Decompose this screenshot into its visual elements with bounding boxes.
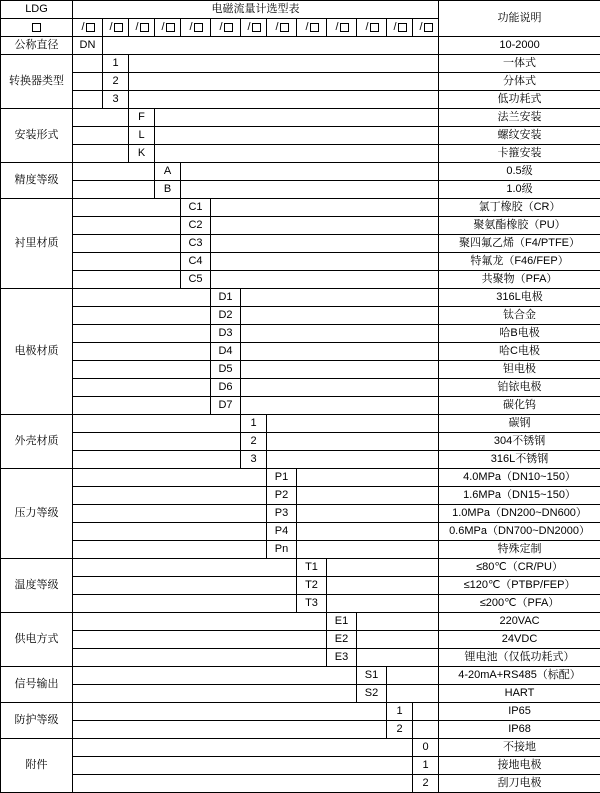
spacer-cell xyxy=(297,505,439,523)
spacer-cell xyxy=(155,109,439,127)
spec-label: 信号输出 xyxy=(1,667,73,703)
spec-description: 特殊定制 xyxy=(439,541,600,559)
spec-description: 接地电极 xyxy=(439,757,600,775)
code-cell: / xyxy=(267,19,297,37)
spacer-cell xyxy=(211,235,439,253)
spec-code: B xyxy=(155,181,181,199)
table-row xyxy=(1,523,600,541)
spec-label: 衬里材质 xyxy=(1,199,73,289)
spec-label: 防护等级 xyxy=(1,703,73,739)
code-cell xyxy=(1,19,73,37)
spec-code: D7 xyxy=(211,397,241,415)
table-row xyxy=(1,325,600,343)
spec-code: L xyxy=(129,127,155,145)
table-row xyxy=(1,775,600,793)
spec-description: 304不锈钢 xyxy=(439,433,600,451)
spec-code: 3 xyxy=(103,91,129,109)
spec-code: D6 xyxy=(211,379,241,397)
table-row xyxy=(1,127,600,145)
table-row xyxy=(1,721,600,739)
spacer-cell xyxy=(73,451,241,469)
spacer-cell xyxy=(73,613,327,631)
header-row xyxy=(1,1,600,19)
table-row xyxy=(1,199,600,217)
spec-description: IP65 xyxy=(439,703,600,721)
table-row xyxy=(1,703,600,721)
spacer-cell xyxy=(387,685,439,703)
code-cell: / xyxy=(297,19,327,37)
spacer-cell xyxy=(327,559,439,577)
spacer-cell xyxy=(267,433,439,451)
spacer-cell xyxy=(327,577,439,595)
spec-code: 2 xyxy=(413,775,439,793)
code-cell: / xyxy=(155,19,181,37)
spacer-cell xyxy=(73,721,387,739)
spacer-cell xyxy=(73,325,211,343)
spacer-cell xyxy=(73,307,211,325)
spec-description: 316L电极 xyxy=(439,289,600,307)
spacer-cell xyxy=(73,253,181,271)
spacer-cell xyxy=(73,271,181,289)
table-row xyxy=(1,685,600,703)
spec-code: 1 xyxy=(387,703,413,721)
spec-label: 附件 xyxy=(1,739,73,793)
table-row xyxy=(1,289,600,307)
spec-code: 0 xyxy=(413,739,439,757)
table-row xyxy=(1,487,600,505)
spec-description: 24VDC xyxy=(439,631,600,649)
spec-code: 2 xyxy=(241,433,267,451)
spacer-cell xyxy=(129,91,439,109)
spec-description: 不接地 xyxy=(439,739,600,757)
spec-code: F xyxy=(129,109,155,127)
spacer-cell xyxy=(357,649,439,667)
table-row xyxy=(1,73,600,91)
spacer-cell xyxy=(73,361,211,379)
table-row xyxy=(1,451,600,469)
spec-code: C2 xyxy=(181,217,211,235)
spec-description: 10-2000 xyxy=(439,37,600,55)
spec-label: 精度等级 xyxy=(1,163,73,199)
spacer-cell xyxy=(181,163,439,181)
spec-code: T2 xyxy=(297,577,327,595)
spec-description: 0.6MPa（DN700~DN2000） xyxy=(439,523,600,541)
spec-description: 碳钢 xyxy=(439,415,600,433)
spacer-cell xyxy=(73,55,103,73)
description-header: 功能说明 xyxy=(439,1,600,37)
table-row xyxy=(1,415,600,433)
spec-code: D5 xyxy=(211,361,241,379)
spec-code: P4 xyxy=(267,523,297,541)
spacer-cell xyxy=(241,343,439,361)
spacer-cell xyxy=(73,505,267,523)
spacer-cell xyxy=(73,235,181,253)
spec-description: 316L不锈钢 xyxy=(439,451,600,469)
spacer-cell xyxy=(73,631,327,649)
code-cell: / xyxy=(129,19,155,37)
spacer-cell xyxy=(241,325,439,343)
selection-table-body xyxy=(1,1,600,793)
spacer-cell xyxy=(211,253,439,271)
spacer-cell xyxy=(267,451,439,469)
spec-code: 3 xyxy=(241,451,267,469)
table-row xyxy=(1,739,600,757)
table-row xyxy=(1,271,600,289)
spec-code: D2 xyxy=(211,307,241,325)
spec-description: ≤200℃（PFA） xyxy=(439,595,600,613)
table-row xyxy=(1,181,600,199)
spec-code: P1 xyxy=(267,469,297,487)
spec-description: IP68 xyxy=(439,721,600,739)
spec-description: 哈C电极 xyxy=(439,343,600,361)
spacer-cell xyxy=(73,649,327,667)
spec-description: 分体式 xyxy=(439,73,600,91)
table-row xyxy=(1,577,600,595)
spec-label: 温度等级 xyxy=(1,559,73,613)
spacer-cell xyxy=(73,685,357,703)
code-cell: / xyxy=(357,19,387,37)
table-row xyxy=(1,469,600,487)
table-row xyxy=(1,55,600,73)
spacer-cell xyxy=(73,523,267,541)
spec-code: C5 xyxy=(181,271,211,289)
table-row xyxy=(1,541,600,559)
spec-code: S1 xyxy=(357,667,387,685)
table-row xyxy=(1,433,600,451)
spec-description: HART xyxy=(439,685,600,703)
spec-label: 公称直径 xyxy=(1,37,73,55)
spacer-cell xyxy=(73,757,413,775)
table-row xyxy=(1,667,600,685)
spacer-cell xyxy=(297,487,439,505)
spacer-cell xyxy=(211,199,439,217)
spec-description: 碳化钨 xyxy=(439,397,600,415)
spec-description: 4.0MPa（DN10~150） xyxy=(439,469,600,487)
spec-code: P3 xyxy=(267,505,297,523)
table-row xyxy=(1,379,600,397)
table-row xyxy=(1,757,600,775)
spec-code: C1 xyxy=(181,199,211,217)
spec-description: 铂铱电极 xyxy=(439,379,600,397)
code-cell: / xyxy=(327,19,357,37)
table-row xyxy=(1,559,600,577)
spec-description: 特氟龙（F46/FEP） xyxy=(439,253,600,271)
spacer-cell xyxy=(73,577,297,595)
spacer-cell xyxy=(73,127,129,145)
spacer-cell xyxy=(241,289,439,307)
spacer-cell xyxy=(387,667,439,685)
spec-code: 2 xyxy=(103,73,129,91)
table-row xyxy=(1,235,600,253)
spec-code: 1 xyxy=(413,757,439,775)
spacer-cell xyxy=(73,739,413,757)
spacer-cell xyxy=(73,775,413,793)
code-cell: / xyxy=(103,19,129,37)
spacer-cell xyxy=(297,523,439,541)
spacer-cell xyxy=(241,361,439,379)
spacer-cell xyxy=(297,469,439,487)
table-row xyxy=(1,397,600,415)
spacer-cell xyxy=(73,415,241,433)
spec-code: DN xyxy=(73,37,103,55)
spacer-cell xyxy=(267,415,439,433)
code-cell: / xyxy=(181,19,211,37)
model-prefix: LDG xyxy=(1,1,73,19)
spec-code: E1 xyxy=(327,613,357,631)
table-row xyxy=(1,505,600,523)
spacer-cell xyxy=(73,541,267,559)
spec-description: 钽电极 xyxy=(439,361,600,379)
spec-code: D1 xyxy=(211,289,241,307)
spec-description: 氯丁橡胶（CR） xyxy=(439,199,600,217)
table-row xyxy=(1,145,600,163)
code-cell: / xyxy=(241,19,267,37)
spec-description: 220VAC xyxy=(439,613,600,631)
spec-code: Pn xyxy=(267,541,297,559)
spacer-cell xyxy=(73,181,155,199)
spacer-cell xyxy=(73,217,181,235)
spec-description: 聚四氟乙烯（F4/PTFE） xyxy=(439,235,600,253)
spec-description: 一体式 xyxy=(439,55,600,73)
table-title: 电磁流量计选型表 xyxy=(73,1,439,19)
spec-code: 2 xyxy=(387,721,413,739)
spec-description: 螺纹安装 xyxy=(439,127,600,145)
spacer-cell xyxy=(155,127,439,145)
table-row xyxy=(1,613,600,631)
spec-description: 1.6MPa（DN15~150） xyxy=(439,487,600,505)
table-row xyxy=(1,307,600,325)
spec-label: 压力等级 xyxy=(1,469,73,559)
table-row xyxy=(1,109,600,127)
table-row xyxy=(1,37,600,55)
table-row xyxy=(1,253,600,271)
spacer-cell xyxy=(73,667,357,685)
spacer-cell xyxy=(73,289,211,307)
spec-label: 供电方式 xyxy=(1,613,73,667)
spec-description: 卡箍安装 xyxy=(439,145,600,163)
table-row xyxy=(1,163,600,181)
spacer-cell xyxy=(357,613,439,631)
code-cell: / xyxy=(413,19,439,37)
spacer-cell xyxy=(73,487,267,505)
spec-description: ≤120℃（PTBP/FEP） xyxy=(439,577,600,595)
spec-code: S2 xyxy=(357,685,387,703)
spec-code: C4 xyxy=(181,253,211,271)
spacer-cell xyxy=(73,73,103,91)
spec-code: D3 xyxy=(211,325,241,343)
spec-label: 转换器类型 xyxy=(1,55,73,109)
table-row xyxy=(1,217,600,235)
spec-description: 钛合金 xyxy=(439,307,600,325)
spec-code: T1 xyxy=(297,559,327,577)
spacer-cell xyxy=(129,55,439,73)
code-cell: / xyxy=(387,19,413,37)
spec-label: 安装形式 xyxy=(1,109,73,163)
spec-code: 1 xyxy=(103,55,129,73)
spacer-cell xyxy=(73,91,103,109)
spec-description: 刮刀电极 xyxy=(439,775,600,793)
spacer-cell xyxy=(73,145,129,163)
spacer-cell xyxy=(181,181,439,199)
spec-code: P2 xyxy=(267,487,297,505)
spec-label: 外壳材质 xyxy=(1,415,73,469)
spacer-cell xyxy=(73,433,241,451)
table-row xyxy=(1,649,600,667)
spec-description: 共聚物（PFA） xyxy=(439,271,600,289)
spacer-cell xyxy=(211,217,439,235)
spacer-cell xyxy=(73,343,211,361)
spec-description: 法兰安装 xyxy=(439,109,600,127)
spec-code: A xyxy=(155,163,181,181)
spacer-cell xyxy=(73,163,155,181)
spec-description: ≤80℃（CR/PU） xyxy=(439,559,600,577)
spec-code: E3 xyxy=(327,649,357,667)
spacer-cell xyxy=(73,199,181,217)
spacer-cell xyxy=(297,541,439,559)
spacer-cell xyxy=(129,73,439,91)
spacer-cell xyxy=(73,109,129,127)
code-cell: / xyxy=(73,19,103,37)
table-row xyxy=(1,631,600,649)
spec-description: 1.0级 xyxy=(439,181,600,199)
table-row xyxy=(1,595,600,613)
table-row xyxy=(1,91,600,109)
spec-code: C3 xyxy=(181,235,211,253)
spec-description: 4-20mA+RS485（标配） xyxy=(439,667,600,685)
code-cell: / xyxy=(211,19,241,37)
spacer-cell xyxy=(211,271,439,289)
spacer-cell xyxy=(241,307,439,325)
spec-code: E2 xyxy=(327,631,357,649)
spacer-cell xyxy=(73,703,387,721)
spacer-cell xyxy=(413,703,439,721)
spacer-cell xyxy=(241,379,439,397)
spacer-cell xyxy=(73,595,297,613)
spacer-cell xyxy=(241,397,439,415)
spec-code: K xyxy=(129,145,155,163)
spacer-cell xyxy=(155,145,439,163)
spacer-cell xyxy=(357,631,439,649)
spec-label: 电极材质 xyxy=(1,289,73,415)
spacer-cell xyxy=(73,397,211,415)
spacer-cell xyxy=(327,595,439,613)
table-row xyxy=(1,343,600,361)
spacer-cell xyxy=(73,559,297,577)
spacer-cell xyxy=(413,721,439,739)
spec-description: 0.5级 xyxy=(439,163,600,181)
spec-code: 1 xyxy=(241,415,267,433)
spec-code: D4 xyxy=(211,343,241,361)
spec-description: 锂电池（仅低功耗式） xyxy=(439,649,600,667)
spacer-cell xyxy=(103,37,439,55)
spacer-cell xyxy=(73,469,267,487)
spec-description: 哈B电极 xyxy=(439,325,600,343)
spec-description: 1.0MPa（DN200~DN600） xyxy=(439,505,600,523)
table-row xyxy=(1,361,600,379)
spacer-cell xyxy=(73,379,211,397)
spec-description: 聚氨酯橡胶（PU） xyxy=(439,217,600,235)
spec-code: T3 xyxy=(297,595,327,613)
spec-description: 低功耗式 xyxy=(439,91,600,109)
